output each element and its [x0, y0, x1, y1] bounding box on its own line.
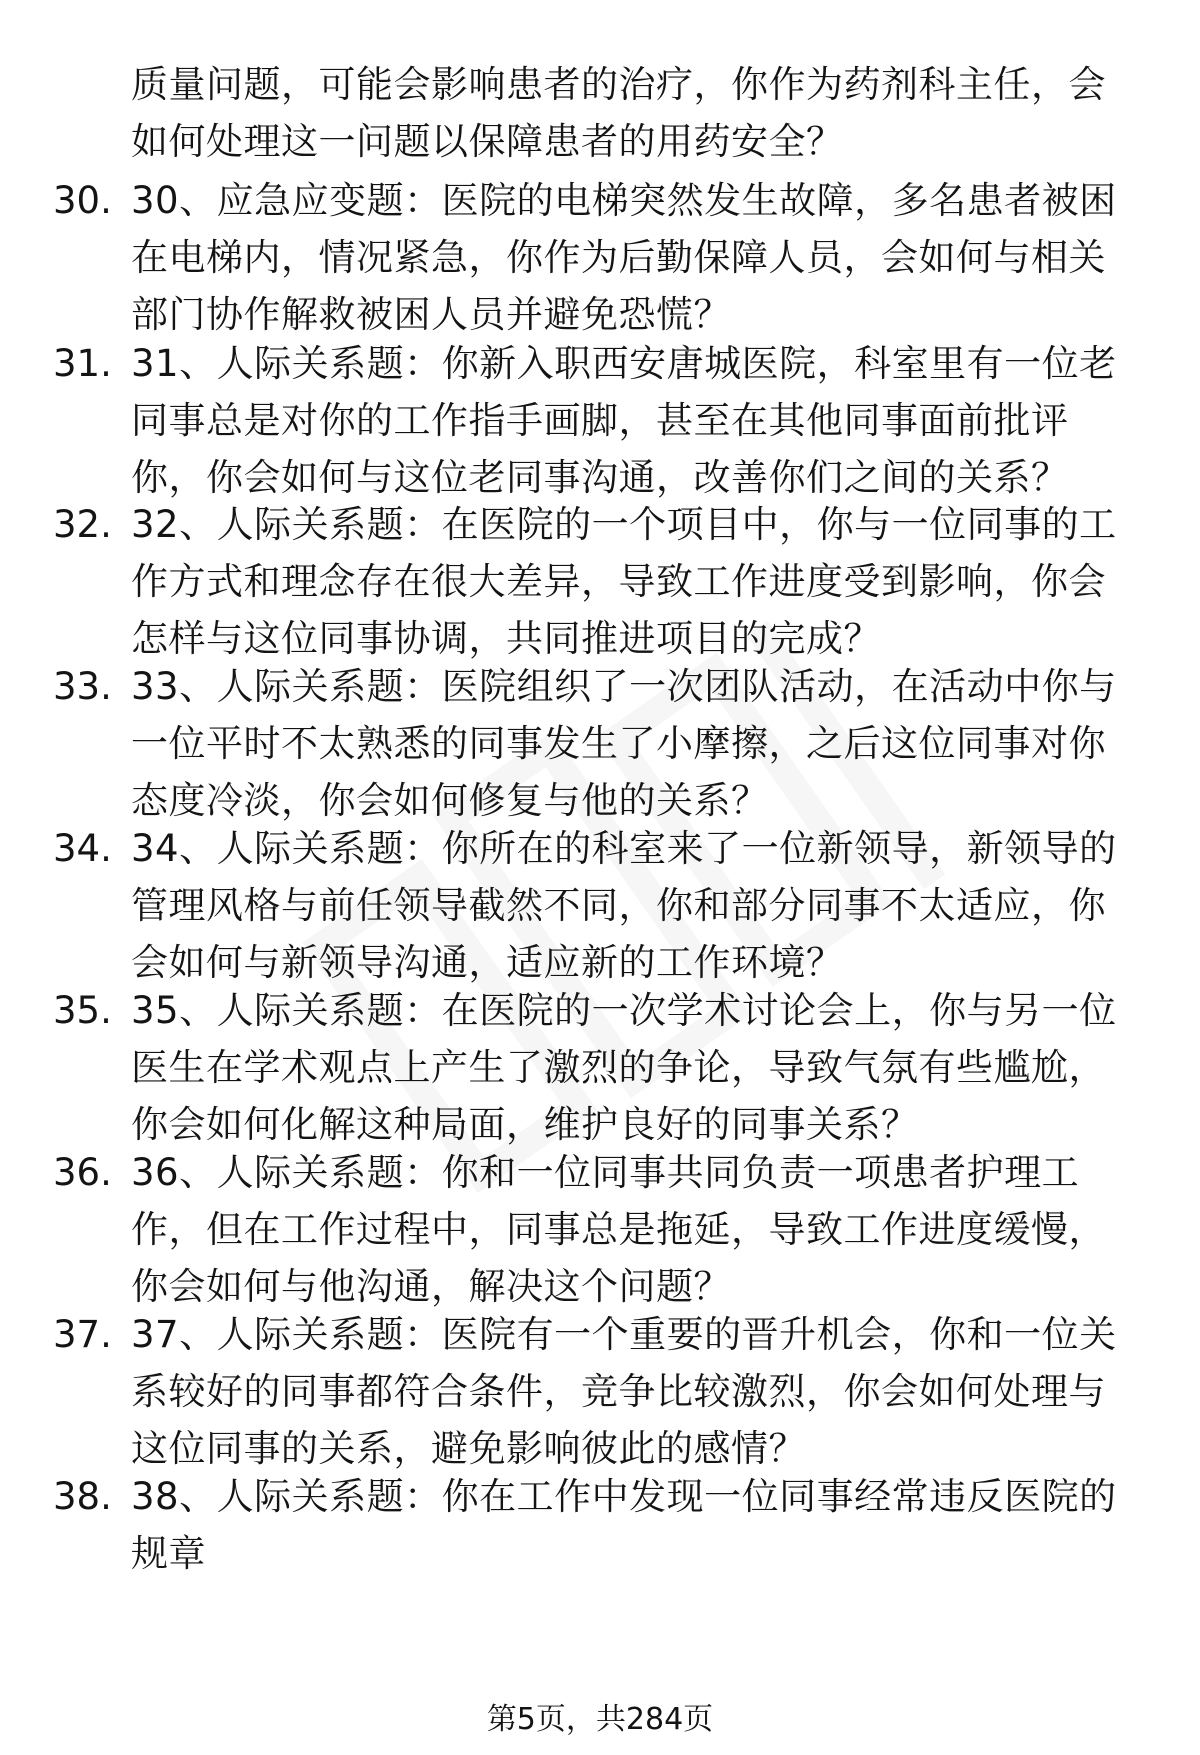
item-text: 31、人际关系题：你新入职西安唐城医院，科室里有一位老同事总是对你的工作指手画脚，甚至在其他同事面前批评你，你会如何与这位老同事沟通，改善你们之间的关系？ — [131, 342, 1117, 499]
item-number: 33. — [53, 665, 112, 708]
item-text: 38、人际关系题：你在工作中发现一位同事经常违反医院的规章 — [131, 1475, 1117, 1575]
item-text: 32、人际关系题：在医院的一个项目中，你与一位同事的工作方式和理念存在很大差异，导致工作进度受到影响，你会怎样与这位同事协调，共同推进项目的完成？ — [131, 503, 1117, 660]
item-number: 30. — [53, 179, 112, 222]
item-text: 33、人际关系题：医院组织了一次团队活动，在活动中你与一位平时不太熟悉的同事发生了小摩擦，之后这位同事对你态度冷淡，你会如何修复与他的关系？ — [131, 665, 1117, 822]
item-text: 34、人际关系题：你所在的科室来了一位新领导，新领导的管理风格与前任领导截然不同，你和部分同事不太适应，你会如何与新领导沟通，适应新的工作环境？ — [131, 827, 1117, 984]
item-number: 32. — [53, 503, 112, 546]
continuation-text: 质量问题，可能会影响患者的治疗，你作为药剂科主任，会如何处理这一问题以保障患者的用药安全？ — [131, 63, 1106, 163]
item-number: 34. — [53, 827, 112, 870]
item-number: 37. — [53, 1313, 112, 1356]
item-text: 30、应急应变题：医院的电梯突然发生故障，多名患者被困在电梯内，情况紧急，你作为后勤保障人员，会如何与相关部门协作解救被困人员并避免恐慌？ — [131, 179, 1117, 336]
item-number: 38. — [53, 1475, 112, 1518]
item-number: 35. — [53, 989, 112, 1032]
item-text: 35、人际关系题：在医院的一次学术讨论会上，你与另一位医生在学术观点上产生了激烈的争论，导致气氛有些尴尬，你会如何化解这种局面，维护良好的同事关系？ — [131, 989, 1117, 1146]
item-number: 31. — [53, 342, 112, 385]
page-number-footer: 第5页，共284页 — [486, 1702, 714, 1737]
item-text: 36、人际关系题：你和一位同事共同负责一项患者护理工作，但在工作过程中，同事总是拖延，导致工作进度缓慢，你会如何与他沟通，解决这个问题？ — [131, 1151, 1106, 1308]
item-text: 37、人际关系题：医院有一个重要的晋升机会，你和一位关系较好的同事都符合条件，竞争比较激烈，你会如何处理与这位同事的关系，避免影响彼此的感情？ — [131, 1313, 1117, 1470]
item-number: 36. — [53, 1151, 112, 1194]
